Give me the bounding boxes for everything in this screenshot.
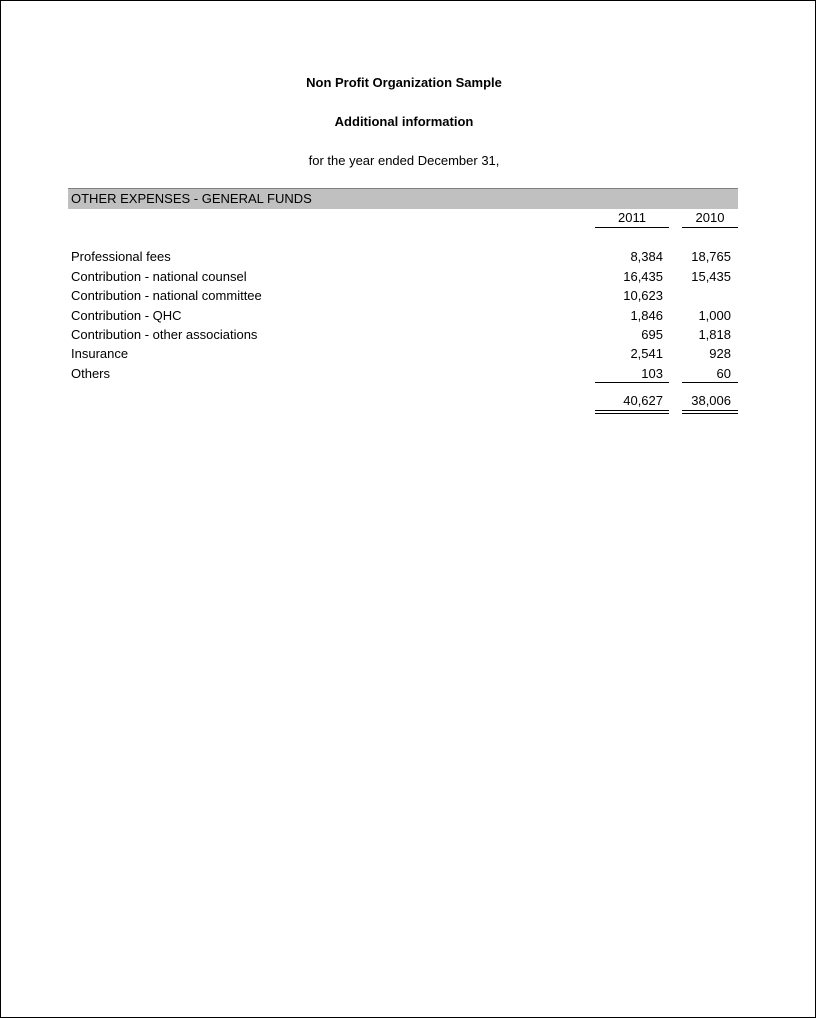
value-2010: 15,435 (691, 269, 731, 284)
value-2011: 103 (641, 366, 663, 381)
total-double-rule-2011 (595, 410, 669, 414)
section-title: OTHER EXPENSES - GENERAL FUNDS (71, 191, 312, 206)
document-title: Non Profit Organization Sample (306, 75, 502, 90)
value-2011: 695 (641, 327, 663, 342)
row-label: Contribution - national counsel (71, 269, 247, 284)
value-2011: 16,435 (623, 269, 663, 284)
section-header-bar (68, 188, 738, 209)
total-double-rule-2010 (682, 410, 738, 414)
row-label: Others (71, 366, 111, 381)
document-subtitle: Additional information (334, 114, 474, 129)
value-2010: 18,765 (691, 249, 731, 264)
subtotal-rule-2010 (682, 382, 738, 383)
row-label: Contribution - other associations (71, 327, 258, 342)
period-line: for the year ended December 31, (308, 153, 500, 168)
row-label: Contribution - QHC (71, 308, 182, 323)
row-label: Professional fees (71, 249, 171, 264)
row-label: Contribution - national committee (71, 288, 262, 303)
column-header-2010: 2010 (682, 210, 738, 228)
value-2010: 1,000 (698, 308, 731, 323)
value-2010: 928 (709, 346, 731, 361)
column-header-2011: 2011 (595, 210, 669, 228)
value-2011: 10,623 (623, 288, 663, 303)
row-label: Insurance (71, 346, 129, 361)
value-2010: 60 (716, 366, 731, 381)
total-2010: 38,006 (691, 393, 731, 408)
value-2010: 1,818 (698, 327, 731, 342)
total-2011: 40,627 (623, 393, 663, 408)
value-2011: 8,384 (630, 249, 663, 264)
value-2011: 1,846 (630, 308, 663, 323)
value-2011: 2,541 (630, 346, 663, 361)
subtotal-rule-2011 (595, 382, 669, 383)
